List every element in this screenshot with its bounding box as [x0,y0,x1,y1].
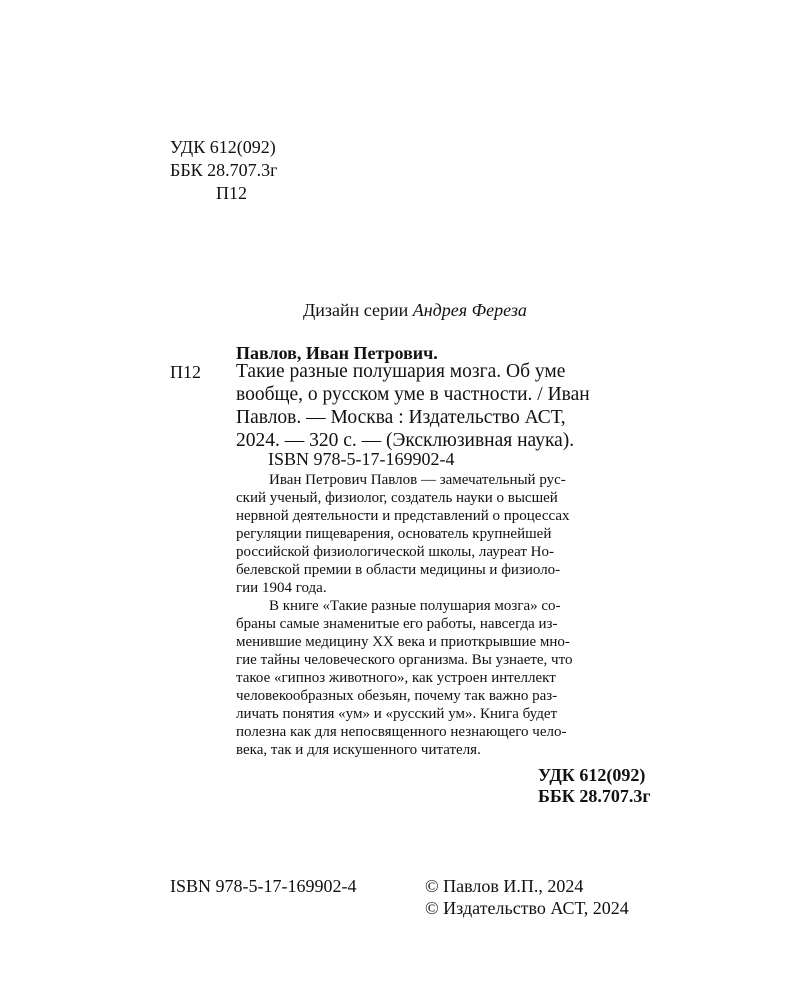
udk-code-top: УДК 612(092) [170,137,276,157]
annotation-line: личать понятия «ум» и «русский ум». Книга будет [236,706,558,722]
record-isbn: ISBN 978-5-17-169902-4 [268,449,455,469]
annotation-line: белевской премии в области медицины и физиоло- [236,562,561,578]
author-mark-top: П12 [216,183,247,203]
record-title-line: Павлов. — Москва : Издательство АСТ, [236,407,566,428]
annotation-line: менившие медицину XX века и приоткрывшие мно- [236,634,570,650]
annotation-line: гие тайны человеческого организма. Вы узнаете, что [236,652,573,668]
annotation-line: Иван Петрович Павлов — замечательный рус- [269,472,566,488]
annotation-line: браны самые знаменитые его работы, навсегда из- [236,616,558,632]
copyright-publisher: © Издательство АСТ, 2024 [425,898,629,918]
annotation-line: такое «гипноз животного», как устроен интеллект [236,670,556,686]
annotation-line: человекообразных обезьян, почему так важно раз- [236,688,558,704]
bbk-code-top: ББК 28.707.3г [170,160,278,180]
bbk-code-bottom: ББК 28.707.3г [538,786,651,806]
design-credit-name: Андрея Фереза [412,300,527,320]
annotation-line: российской физиологической школы, лауреат Но- [236,544,554,560]
record-heading: Павлов, Иван Петрович. [236,343,438,363]
annotation-line: ский ученый, физиолог, создатель науки о высшей [236,490,558,506]
annotation-line: полезна как для непосвященного незнающего чело- [236,724,567,740]
copyright-author: © Павлов И.П., 2024 [425,876,584,896]
annotation-line: регуляции пищеварения, основатель крупнейшей [236,526,552,542]
annotation-line: нервной деятельности и представлений о процессах [236,508,570,524]
annotation [236,471,670,759]
annotation-line: гии 1904 года. [236,580,327,596]
annotation-line: В книге «Такие разные полушария мозга» со- [269,598,561,614]
record-title-line: вообще, о русском уме в частности. / Иван [236,384,590,405]
footer-isbn: ISBN 978-5-17-169902-4 [170,876,357,896]
annotation-line: века, так и для искушенного читателя. [236,742,481,758]
design-credit [285,279,527,342]
record-author-mark: П12 [170,362,201,382]
record-title-line: 2024. — 320 с. — (Эксклюзивная наука). [236,430,575,451]
design-credit-prefix: Дизайн серии [303,300,413,320]
record-title-line: Такие разные полушария мозга. Об уме [236,361,566,382]
udk-code-bottom: УДК 612(092) [538,765,646,785]
record-title-block [236,360,668,452]
